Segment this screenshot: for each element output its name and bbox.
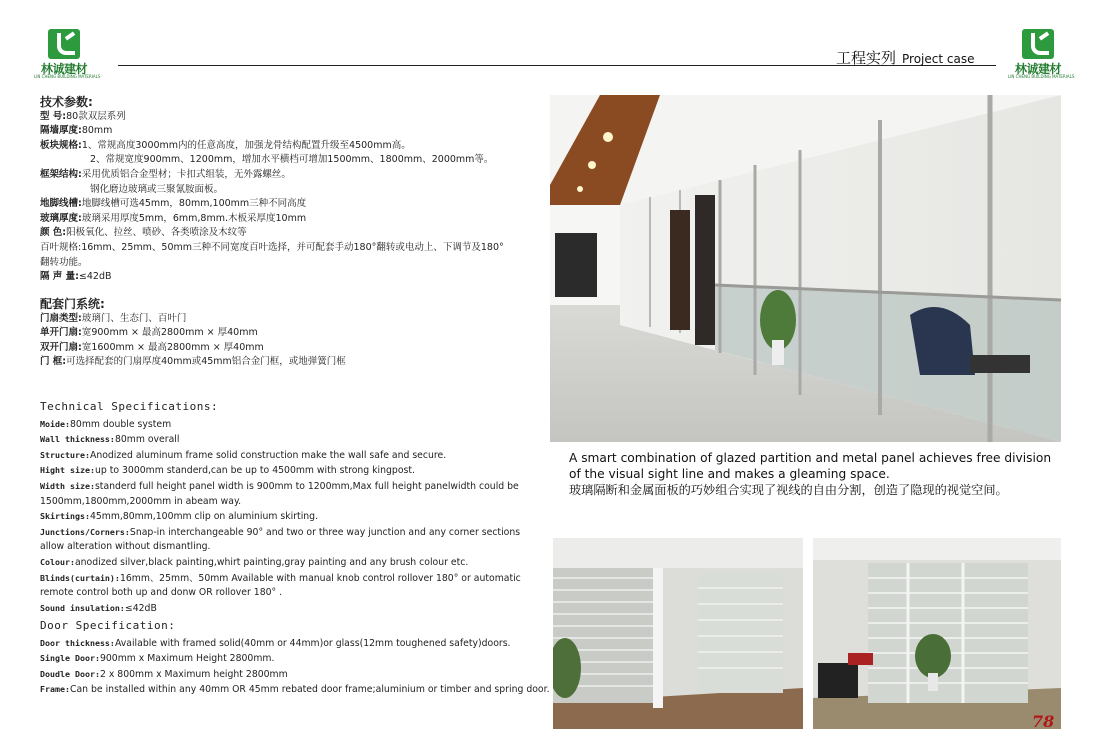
- spec-row: [40, 241, 540, 256]
- door-key: 双开门扇:: [40, 341, 82, 353]
- en-spec-key: Hight size:: [40, 465, 95, 476]
- en-spec-line-continued: 1500mm,1800mm,2000mm in abeam way.: [40, 495, 242, 507]
- spec-value: 地脚线槽可选45mm，80mm,100mm三种不同高度: [81, 198, 307, 210]
- en-spec-line: [40, 571, 540, 587]
- spec-row-continued: 翻转功能。: [40, 256, 88, 268]
- blinds-room-illustration: [813, 538, 1061, 729]
- office-partition-illustration: [550, 95, 1061, 442]
- en-door-line: [40, 651, 540, 667]
- spec-value: ≤42dB: [78, 271, 112, 283]
- brand-name-en: LIN CHENG BUILDING MATERIALS: [34, 74, 101, 79]
- en-spec-key: Skirtings:: [40, 511, 90, 522]
- en-spec-key: Width size:: [40, 480, 95, 491]
- door-row: [40, 355, 540, 370]
- en-spec-value: up to 3000mm standerd,can be up to 4500mm with strong kingpost.: [94, 465, 415, 477]
- en-door-heading: Door Specification:: [40, 619, 176, 632]
- en-spec-line: [40, 555, 540, 571]
- spec-row: [40, 168, 540, 183]
- en-spec-key: Junctions/Corners:: [40, 526, 130, 537]
- brand-mark-icon: [48, 29, 80, 59]
- door-value: 可选择配套的门扇厚度40mm或45mm铝合金门框，或地弹簧门框: [66, 356, 346, 368]
- spec-value: 1、常规高度3000mm内的任意高度，加强龙骨结构配置升级至4500mm高。: [81, 139, 411, 151]
- spec-value: 80mm: [81, 125, 113, 137]
- en-spec-line: [40, 525, 540, 541]
- spec-key: 百叶规格:: [40, 241, 82, 253]
- spec-row: [40, 124, 540, 139]
- en-spec-key: Sound insulation:: [40, 602, 125, 613]
- blinds-partition-illustration: [553, 538, 803, 729]
- en-door-value: 2 x 800mm x Maximum height 2800mm: [99, 668, 288, 680]
- brand-logo-right: [1008, 29, 1075, 79]
- en-spec-line: [40, 479, 540, 495]
- en-door-line: [40, 667, 540, 683]
- spec-value: 80款双层系列: [66, 110, 126, 122]
- en-spec-line: [40, 432, 540, 448]
- spec-key: 地脚线槽:: [40, 198, 82, 210]
- en-door-value: Available with framed solid(40mm or 44mm)or glass(12mm toughened safety)doors.: [114, 637, 511, 649]
- en-specs-section: [40, 400, 540, 616]
- door-key: 门扇类型:: [40, 312, 82, 324]
- caption-cn: 玻璃隔断和金属面板的巧妙组合实现了视线的自由分割，创造了隐现的视觉空间。: [569, 483, 1008, 497]
- office-blinds-photo-right: [813, 538, 1061, 729]
- door-key: 单开门扇:: [40, 327, 82, 339]
- spec-key: 板块规格:: [40, 139, 82, 151]
- spec-value: 16mm、25mm、50mm三种不同宽度百叶选择，并可配套手动180°翻转或电动上、下调节及180°: [81, 241, 504, 253]
- en-spec-line-continued: remote control both up and donw OR rollover 180° .: [40, 587, 283, 599]
- spec-row: [40, 212, 540, 227]
- spec-row: [40, 226, 540, 241]
- en-spec-key: Moide:: [40, 418, 70, 429]
- door-value: 玻璃门、生态门、百叶门: [81, 312, 187, 324]
- en-door-line: [40, 636, 540, 652]
- spec-row: [40, 110, 540, 125]
- en-door-value: Can be installed within any 40mm OR 45mm rebated door frame;aluminium or timber and spring door.: [69, 684, 550, 696]
- en-spec-key: Wall thickness:: [40, 434, 115, 445]
- spec-value: 玻璃采用厚度5mm，6mm,8mm.木板采厚度10mm: [81, 212, 307, 224]
- en-specs-heading: Technical Specifications:: [40, 400, 219, 413]
- en-door-key: Door thickness:: [40, 637, 115, 648]
- page-title: [836, 47, 974, 68]
- en-spec-key: Colour:: [40, 556, 75, 567]
- door-row: [40, 326, 540, 341]
- en-spec-value: 16mm、25mm、50mm Available with manual knob control rollover 180° or automatic: [119, 572, 521, 584]
- office-blinds-photo-left: [553, 538, 803, 729]
- en-door-line: [40, 682, 550, 698]
- en-spec-value: anodized silver,black painting,whirt painting,gray painting and any brush colour etc.: [74, 556, 469, 568]
- spec-row-continued: 钢化磨边玻璃或三聚氰胺面板。: [90, 183, 224, 195]
- spec-value: 采用优质铝合金型材；卡扣式组装，无外露螺丝。: [81, 168, 291, 180]
- en-spec-line: [40, 509, 540, 525]
- door-value: 宽1600mm × 最高2800mm × 厚40mm: [81, 341, 264, 353]
- spec-row-continued: 2、常规宽度900mm、1200mm，增加水平横档可增加1500mm、1800mm、2000mm等。: [90, 154, 494, 166]
- photo-caption: [569, 450, 1059, 498]
- en-spec-value: 80mm double system: [69, 418, 172, 430]
- brand-logo-left: [34, 29, 101, 79]
- en-spec-value: 45mm,80mm,100mm clip on aluminium skirting.: [89, 511, 319, 523]
- en-spec-line: [40, 463, 540, 479]
- brand-mark-icon: [1022, 29, 1054, 59]
- en-spec-line: [40, 448, 540, 464]
- spec-key: 玻璃厚度:: [40, 212, 82, 224]
- cn-specs-section: [40, 95, 540, 285]
- en-door-key: Doudle Door:: [40, 668, 100, 679]
- en-spec-value: standerd full height panel width is 900mm to 1200mm,Max full height panelwidth could be: [94, 480, 519, 492]
- door-row: [40, 341, 540, 356]
- spec-key: 框架结构:: [40, 168, 82, 180]
- en-spec-line-continued: allow alteration without dismantling.: [40, 541, 211, 553]
- en-door-section: [40, 619, 550, 698]
- en-spec-key: Structure:: [40, 449, 90, 460]
- en-door-value: 900mm x Maximum Height 2800mm.: [99, 653, 275, 665]
- spec-key: 颜 色:: [40, 227, 67, 239]
- caption-en: A smart combination of glazed partition and metal panel achieves free division of the visual sight line and makes a gleaming space.: [569, 451, 1052, 481]
- spec-key: 隔 声 量:: [40, 271, 79, 283]
- en-spec-line: [40, 601, 540, 617]
- cn-door-heading: 配套门系统:: [40, 297, 105, 311]
- spec-row: [40, 139, 540, 154]
- brand-name-en: LIN CHENG BUILDING MATERIALS: [1008, 74, 1075, 79]
- brand-name-cn: 林诚建材: [1014, 62, 1061, 76]
- spec-key: 型 号:: [40, 110, 67, 122]
- en-spec-key: Blinds(curtain):: [40, 572, 120, 583]
- en-spec-value: Anodized aluminum frame solid construction make the wall safe and secure.: [89, 449, 447, 461]
- spec-value: 阳极氧化、拉丝、喷砂、各类喷涂及木纹等: [66, 227, 247, 239]
- page-title-cn: 工程实列: [836, 49, 897, 67]
- en-spec-line: [40, 417, 540, 433]
- door-row: [40, 312, 540, 327]
- door-key: 门 框:: [40, 356, 67, 368]
- cn-door-section: [40, 297, 540, 370]
- en-door-key: Single Door:: [40, 653, 100, 664]
- page-title-en: Project case: [902, 52, 975, 66]
- brand-name-cn: 林诚建材: [40, 62, 87, 76]
- cn-specs-heading: 技术参数:: [40, 95, 93, 109]
- spec-row: [40, 197, 540, 212]
- header-divider: [118, 65, 831, 66]
- en-door-key: Frame:: [40, 684, 70, 695]
- spec-row: [40, 270, 540, 285]
- door-value: 宽900mm × 最高2800mm × 厚40mm: [81, 327, 258, 339]
- en-spec-value: Snap-in interchangeable 90° and two or three way junction and any corner sections: [129, 526, 521, 538]
- en-spec-value: ≤42dB: [124, 602, 157, 614]
- page-number: 78: [1032, 712, 1055, 731]
- en-spec-value: 80mm overall: [114, 434, 180, 446]
- office-partition-photo: [550, 95, 1061, 442]
- spec-key: 隔墙厚度:: [40, 125, 82, 137]
